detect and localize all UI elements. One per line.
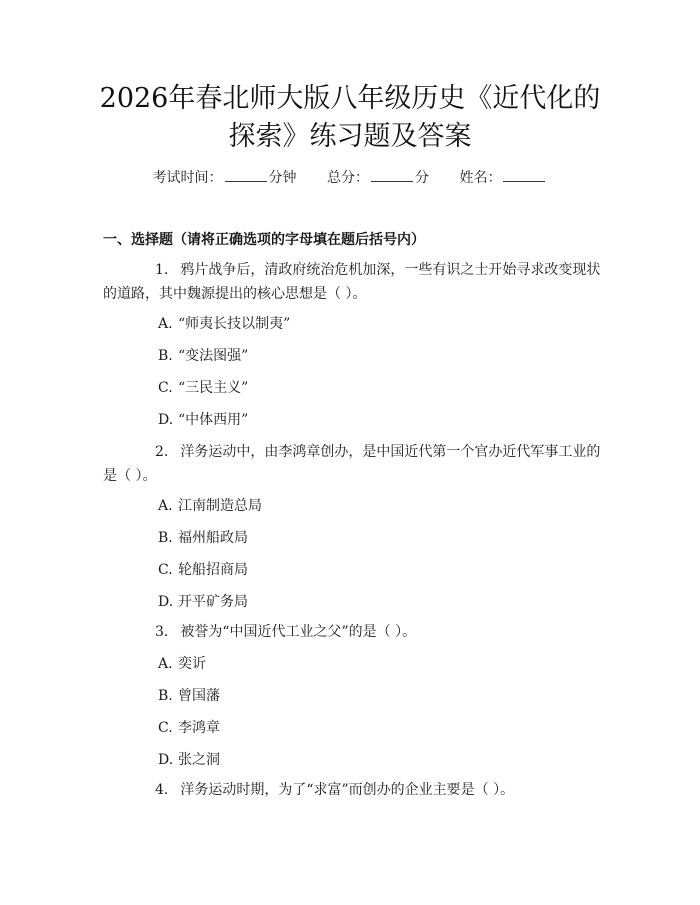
question-3-option-b [158, 686, 220, 706]
option-letter: A. [158, 656, 173, 672]
option-letter: D. [158, 412, 174, 428]
question-4 [103, 778, 601, 802]
question-number: 4. [155, 782, 169, 798]
question-1 [103, 258, 601, 306]
question-3-option-c [158, 718, 220, 738]
question-2-option-c [158, 560, 248, 580]
option-letter: D. [158, 752, 174, 768]
question-text: 洋务运动时期，为了“求富”而创办的企业主要是（ ）。 [180, 782, 515, 798]
question-1-option-c [158, 378, 248, 398]
question-1-option-b [158, 346, 248, 366]
option-letter: B. [158, 530, 173, 546]
total-score-blank [371, 169, 413, 182]
option-letter: A. [158, 498, 173, 514]
question-2-option-a [158, 496, 262, 516]
exam-info-line [0, 168, 700, 188]
option-text: “师夷长技以制夷” [178, 316, 291, 332]
option-letter: B. [158, 348, 173, 364]
question-3-option-a [158, 654, 206, 674]
document-title: 2026年春北师大版八年级历史《近代化的探索》练习题及答案 [99, 83, 601, 152]
exam-time-label: 考试时间： [152, 170, 223, 186]
question-3 [103, 620, 601, 644]
option-text: 张之洞 [178, 752, 220, 768]
question-number: 3. [155, 624, 169, 640]
option-letter: D. [158, 594, 174, 610]
option-letter: A. [158, 316, 173, 332]
option-text: 福州船政局 [178, 530, 248, 546]
question-number: 1. [155, 262, 169, 278]
question-1-option-d [158, 410, 248, 430]
student-name-blank [503, 169, 545, 182]
option-text: 奕䜣 [178, 656, 206, 672]
question-2 [103, 440, 601, 488]
question-text: 鸦片战争后，清政府统治危机加深，一些有识之士开始寻求改变现状的道路，其中魏源提出的核心思想是（ ）。 [103, 262, 601, 302]
option-text: 江南制造总局 [178, 498, 262, 514]
option-text: 李鸿章 [178, 720, 220, 736]
total-score-label: 总分： [327, 170, 369, 186]
option-text: “中体西用” [178, 412, 249, 428]
total-score-unit: 分 [415, 170, 429, 186]
option-letter: C. [158, 380, 173, 396]
question-2-option-d [158, 592, 248, 612]
total-score [327, 168, 429, 188]
student-name [459, 168, 547, 188]
option-text: 轮船招商局 [178, 562, 248, 578]
question-text: 被誉为“中国近代工业之父”的是（ ）。 [180, 624, 417, 640]
option-text: 曾国藩 [178, 688, 220, 704]
question-text: 洋务运动中，由李鸿章创办，是中国近代第一个官办近代军事工业的是（ ）。 [103, 444, 601, 484]
question-number: 2. [155, 444, 169, 460]
option-text: 开平矿务局 [178, 594, 248, 610]
option-text: “三民主义” [178, 380, 249, 396]
student-name-label: 姓名： [459, 170, 502, 186]
question-3-option-d [158, 750, 220, 770]
option-letter: C. [158, 562, 173, 578]
question-2-option-b [158, 528, 248, 548]
option-letter: C. [158, 720, 173, 736]
option-text: “变法图强” [178, 348, 249, 364]
exam-time-blank [225, 169, 267, 182]
section-heading: 一、选择题（请将正确选项的字母填在题后括号内） [103, 232, 425, 248]
exam-time-unit: 分钟 [268, 170, 297, 186]
option-letter: B. [158, 688, 173, 704]
exam-time [153, 168, 297, 188]
question-1-option-a [158, 314, 290, 334]
